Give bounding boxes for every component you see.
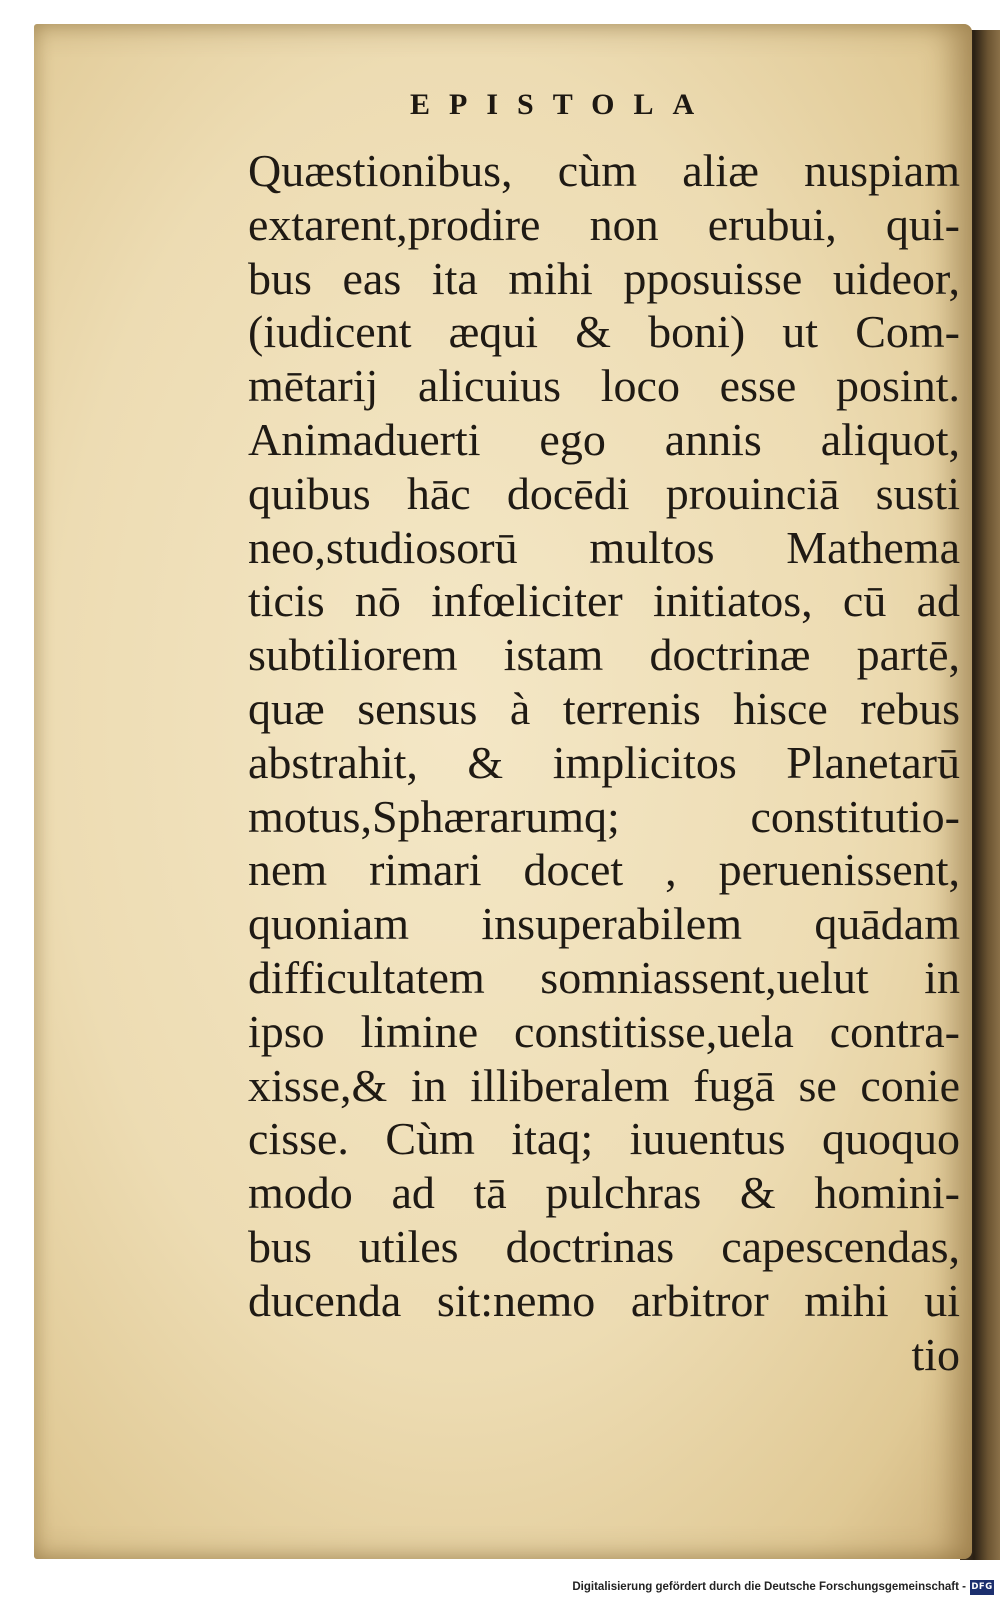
catchword: tio xyxy=(911,1328,960,1380)
text-line: ipso limine constitisse,uela contra- xyxy=(248,1005,960,1057)
text-line: cisse. Cùm itaq; iuuentus quoquo xyxy=(248,1113,960,1165)
book-page xyxy=(34,24,972,1559)
footer-bar xyxy=(0,1574,1000,1607)
text-line: nem rimari docet , peruenissent, xyxy=(248,844,960,896)
text-line: xisse,& in illiberalem fugā se conie xyxy=(248,1059,960,1111)
body-text xyxy=(248,144,960,1381)
text-line: ducenda sit:nemo arbitror mihi ui xyxy=(248,1274,960,1326)
text-line: bus utiles doctrinas capescendas, xyxy=(248,1220,960,1272)
text-line: (iudicent æqui & boni) ut Com- xyxy=(248,306,960,358)
text-line: extarent,prodire non erubui, qui- xyxy=(248,198,960,250)
text-line: mētarij alicuius loco esse posint. xyxy=(248,360,960,412)
text-line: abstrahit, & implicitos Planetarū xyxy=(248,736,960,788)
text-line: ticis nō infœliciter initiatos, cū ad xyxy=(248,575,960,627)
text-line: Animaduerti ego annis aliquot, xyxy=(248,413,960,465)
text-line: difficultatem somniassent,uelut in xyxy=(248,951,960,1003)
text-line: Quæstionibus, cùm aliæ nuspiam xyxy=(248,145,960,196)
text-line: quibus hāc docēdi prouinciā susti xyxy=(248,467,960,519)
text-line: quoniam insuperabilem quādam xyxy=(248,898,960,950)
dfg-logo: DFG xyxy=(970,1580,994,1595)
text-line: subtiliorem istam doctrinæ partē, xyxy=(248,629,960,681)
running-head: EPISTOLA xyxy=(410,88,714,121)
funding-credit: Digitalisierung gefördert durch die Deutsche Forschungsgemeinschaft - xyxy=(572,1581,966,1593)
text-line: quæ sensus à terrenis hisce rebus xyxy=(248,682,960,734)
text-line: motus,Sphærarumq; constitutio- xyxy=(248,790,960,842)
text-line: neo,studiosorū multos Mathema xyxy=(248,521,960,573)
text-line: bus eas ita mihi pposuisse uideor, xyxy=(248,252,960,304)
text-line: modo ad tā pulchras & homini- xyxy=(248,1167,960,1219)
